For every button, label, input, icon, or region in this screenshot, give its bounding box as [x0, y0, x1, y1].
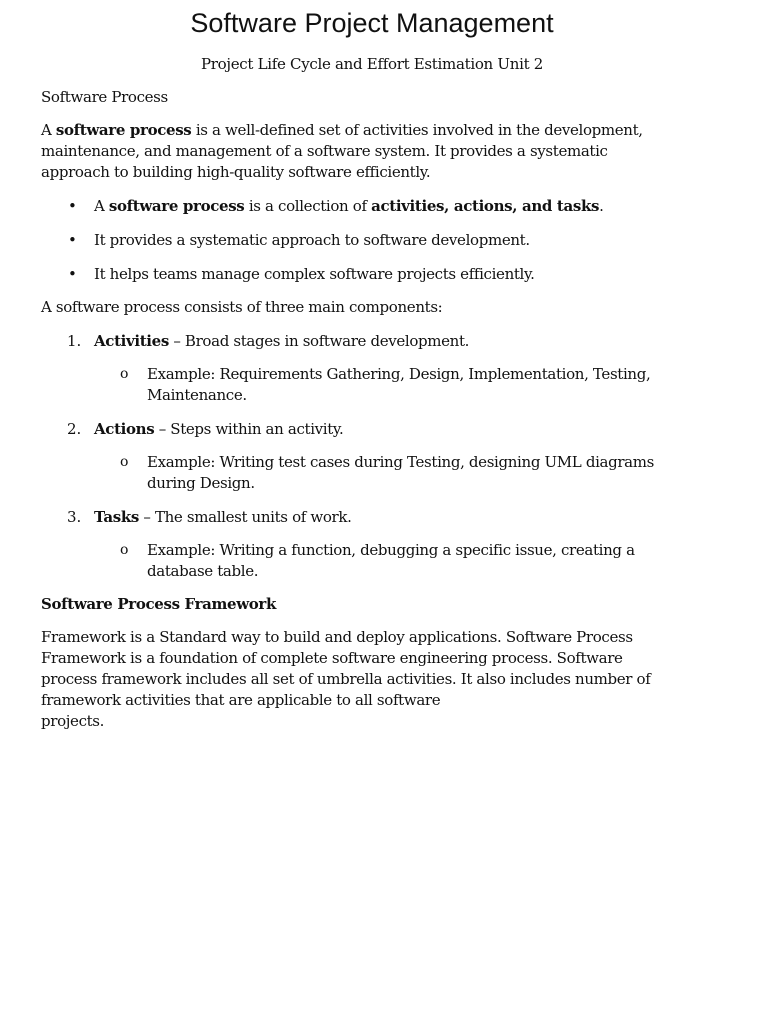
- bullet-marker: •: [68, 197, 77, 215]
- framework-line-4: framework activities that are applicable to all software: [41, 691, 441, 709]
- bullet-text: is a collection of: [244, 197, 372, 215]
- component-term: Tasks: [94, 508, 139, 526]
- page-title: Software Project Management: [190, 8, 554, 38]
- bullet-item-3: It helps teams manage complex software projects efficiently.: [94, 265, 535, 283]
- component-tasks: [94, 507, 352, 528]
- framework-line-5: projects.: [41, 712, 105, 730]
- intro-line-3: approach to building high-quality software efficiently.: [41, 163, 431, 181]
- example-line: during Design.: [147, 474, 255, 492]
- example-line: database table.: [147, 562, 259, 580]
- component-term: Activities: [94, 332, 169, 350]
- intro-bold-term: software process: [55, 121, 192, 139]
- sub-bullet-marker: o: [120, 542, 129, 558]
- bullet-bold-term: software process: [108, 197, 245, 215]
- component-desc: – Steps within an activity.: [154, 420, 344, 438]
- component-desc: – Broad stages in software development.: [168, 332, 470, 350]
- intro-line-2: maintenance, and management of a software system. It provides a systematic: [41, 142, 608, 160]
- bullet-text: A: [94, 197, 109, 215]
- list-number: 3.: [67, 508, 82, 526]
- bullet-marker: •: [68, 265, 77, 283]
- page-subtitle: Project Life Cycle and Effort Estimation Unit 2: [200, 55, 544, 73]
- component-desc: – The smallest units of work.: [138, 508, 352, 526]
- section-heading-text: Software Process Framework: [41, 595, 277, 613]
- intro-line-1: [41, 120, 643, 141]
- framework-line-3: process framework includes all set of umbrella activities. It also includes number of: [41, 670, 651, 688]
- sub-bullet-marker: o: [120, 454, 129, 470]
- component-actions: [94, 419, 343, 440]
- bullet-text: .: [599, 197, 604, 215]
- section-heading-software-process: Software Process: [41, 88, 168, 106]
- example-line: Example: Writing test cases during Testing, designing UML diagrams: [147, 453, 654, 471]
- components-intro: A software process consists of three main components:: [41, 298, 443, 316]
- bullet-item-2: It provides a systematic approach to software development.: [94, 231, 530, 249]
- component-activities: [94, 331, 469, 352]
- list-number: 1.: [67, 332, 82, 350]
- intro-text: A: [41, 121, 56, 139]
- framework-line-1: Framework is a Standard way to build and deploy applications. Software Process: [41, 628, 633, 646]
- section-heading-framework: [41, 593, 276, 615]
- bullet-item-1: [94, 196, 604, 217]
- example-line: Maintenance.: [147, 386, 247, 404]
- list-number: 2.: [67, 420, 82, 438]
- bullet-marker: •: [68, 231, 77, 249]
- sub-bullet-marker: o: [120, 366, 129, 382]
- component-term: Actions: [94, 420, 155, 438]
- intro-text: is a well-defined set of activities involved in the development,: [191, 121, 643, 139]
- example-line: Example: Requirements Gathering, Design, Implementation, Testing,: [147, 365, 651, 383]
- example-line: Example: Writing a function, debugging a specific issue, creating a: [147, 541, 635, 559]
- bullet-bold-term: activities, actions, and tasks: [371, 197, 600, 215]
- framework-line-2: Framework is a foundation of complete software engineering process. Software: [41, 649, 623, 667]
